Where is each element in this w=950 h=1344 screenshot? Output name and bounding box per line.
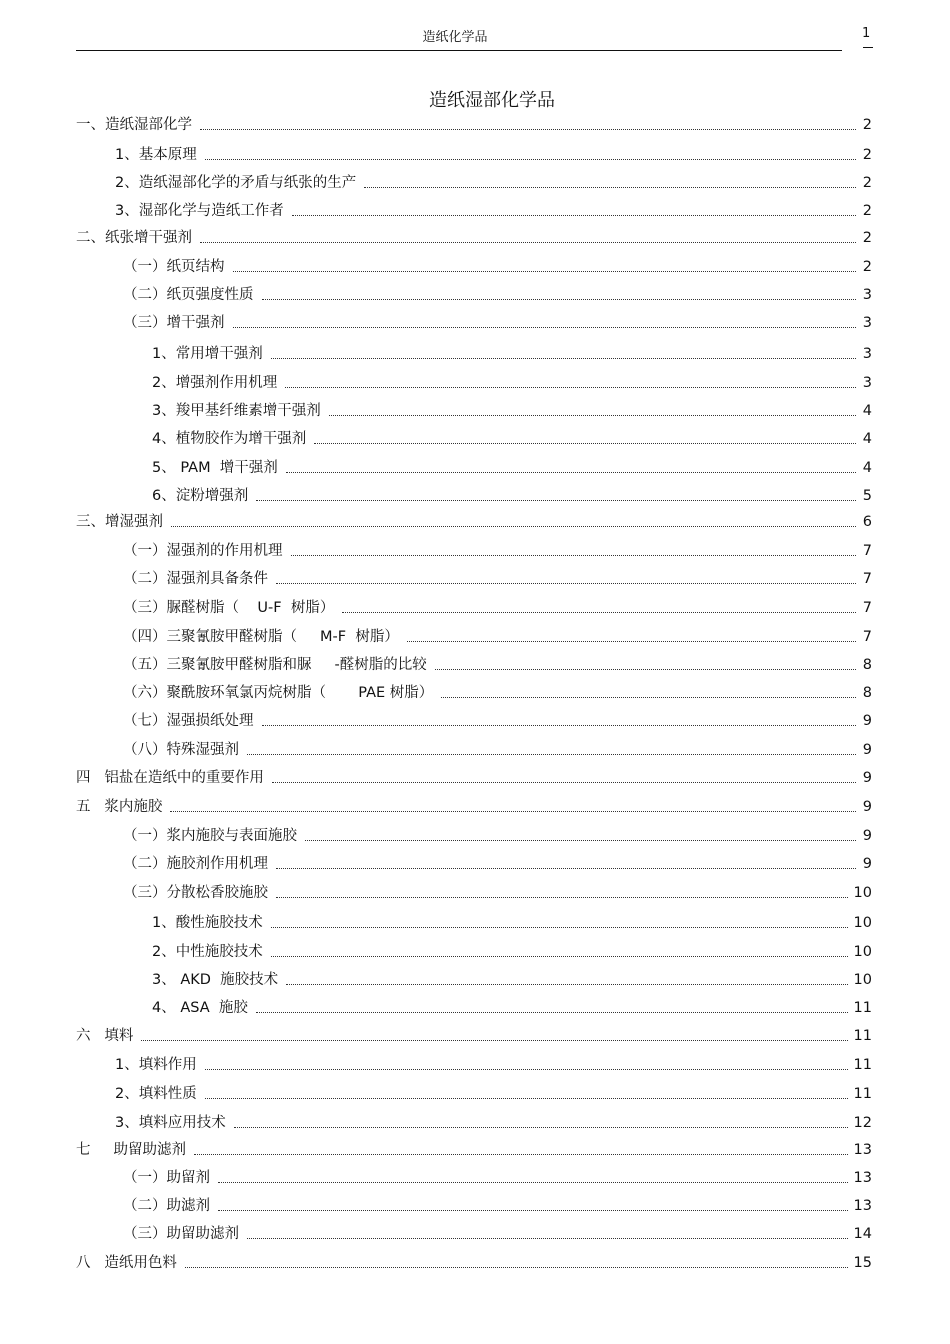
- toc-entry-page: 14: [853, 1226, 872, 1242]
- toc-entry-text: （一）助留剂: [123, 1170, 210, 1186]
- toc-entry-page: 9: [862, 742, 872, 758]
- toc-entry-text: 七 助留助滤剂: [76, 1142, 187, 1158]
- toc-entry[interactable]: [152, 486, 872, 506]
- toc-entry-page: 9: [862, 828, 872, 844]
- toc-entry[interactable]: [123, 627, 872, 647]
- toc-entry-text: （一）纸页结构: [123, 259, 225, 275]
- toc-dot-leader: [286, 472, 856, 473]
- toc-dot-leader: [262, 299, 857, 300]
- toc-entry[interactable]: [123, 257, 872, 277]
- toc-entry-text: 3、湿部化学与造纸工作者: [115, 203, 284, 219]
- toc-entry[interactable]: [123, 683, 872, 703]
- toc-dot-leader: [233, 327, 857, 328]
- toc-entry-text: （二）纸页强度性质: [123, 287, 254, 303]
- toc-entry-text: 4、植物胶作为增干强剂: [152, 431, 307, 447]
- toc-dot-leader: [407, 641, 856, 642]
- toc-entry[interactable]: [152, 458, 872, 478]
- toc-entry-page: 9: [862, 856, 872, 872]
- toc-entry[interactable]: [115, 1084, 872, 1104]
- toc-entry-page: 3: [862, 287, 872, 303]
- toc-entry[interactable]: [123, 285, 872, 305]
- toc-entry-text: （三）助留助滤剂: [123, 1226, 239, 1242]
- toc-entry-text: 三、增湿强剂: [76, 514, 163, 530]
- toc-entry-page: 11: [853, 1057, 872, 1073]
- toc-entry-page: 4: [862, 460, 872, 476]
- toc-dot-leader: [205, 1098, 848, 1099]
- toc-dot-leader: [285, 387, 856, 388]
- toc-entry-text: 1、填料作用: [115, 1057, 197, 1073]
- toc-entry-page: 2: [862, 203, 872, 219]
- page-number: 1: [862, 26, 871, 41]
- toc-entry-text: 1、常用增干强剂: [152, 346, 263, 362]
- toc-dot-leader: [305, 840, 856, 841]
- toc-entry-text: （三）增干强剂: [123, 315, 225, 331]
- toc-dot-leader: [291, 555, 857, 556]
- toc-entry-page: 7: [862, 600, 872, 616]
- toc-entry-page: 3: [862, 346, 872, 362]
- toc-dot-leader: [205, 1069, 848, 1070]
- toc-entry-text: 2、造纸湿部化学的矛盾与纸张的生产: [115, 175, 357, 191]
- toc-entry[interactable]: [115, 1055, 872, 1075]
- toc-entry[interactable]: [123, 740, 872, 760]
- toc-entry[interactable]: [152, 344, 872, 364]
- toc-entry[interactable]: [76, 1140, 872, 1160]
- toc-entry[interactable]: [115, 145, 872, 165]
- toc-entry-page: 10: [853, 972, 872, 988]
- toc-dot-leader: [234, 1127, 848, 1128]
- toc-entry-text: （二）施胶剂作用机理: [123, 856, 268, 872]
- toc-entry[interactable]: [123, 854, 872, 874]
- toc-entry-text: 3、羧甲基纤维素增干强剂: [152, 403, 321, 419]
- toc-dot-leader: [256, 1012, 848, 1013]
- toc-dot-leader: [247, 754, 856, 755]
- toc-entry-page: 2: [862, 259, 872, 275]
- toc-entry-text: 1、基本原理: [115, 147, 197, 163]
- toc-entry[interactable]: [152, 429, 872, 449]
- toc-entry-page: 7: [862, 543, 872, 559]
- toc-entry[interactable]: [76, 797, 872, 817]
- toc-dot-leader: [435, 669, 856, 670]
- toc-entry-page: 15: [853, 1255, 872, 1271]
- toc-entry-text: 5、 PAM 增干强剂: [152, 460, 278, 476]
- toc-entry-page: 13: [853, 1142, 872, 1158]
- toc-entry[interactable]: [123, 598, 872, 618]
- toc-entry-text: （四）三聚氰胺甲醛树脂（ M-F 树脂）: [123, 629, 399, 645]
- toc-entry-text: 五 浆内施胶: [76, 799, 163, 815]
- toc-dot-leader: [200, 129, 856, 130]
- toc-entry[interactable]: [123, 883, 872, 903]
- toc-entry[interactable]: [76, 768, 872, 788]
- toc-entry-text: 六 填料: [76, 1028, 134, 1044]
- toc-entry-text: 6、淀粉增强剂: [152, 488, 249, 504]
- toc-entry-text: （五）三聚氰胺甲醛树脂和脲 -醛树脂的比较: [123, 657, 427, 673]
- toc-entry[interactable]: [123, 1224, 872, 1244]
- running-header-title: 造纸化学品: [422, 30, 488, 45]
- toc-dot-leader: [247, 1238, 848, 1239]
- document-title: 造纸湿部化学品: [429, 90, 555, 111]
- toc-entry[interactable]: [115, 173, 872, 193]
- toc-entry[interactable]: [123, 1196, 872, 1216]
- toc-dot-leader: [271, 956, 848, 957]
- toc-entry-page: 10: [853, 885, 872, 901]
- toc-entry-page: 6: [862, 514, 872, 530]
- toc-dot-leader: [271, 927, 848, 928]
- toc-entry-page: 10: [853, 944, 872, 960]
- toc-entry-text: （二）助滤剂: [123, 1198, 210, 1214]
- toc-entry-page: 2: [862, 175, 872, 191]
- toc-dot-leader: [292, 215, 856, 216]
- toc-entry[interactable]: [123, 541, 872, 561]
- toc-entry-page: 11: [853, 1028, 872, 1044]
- toc-entry-text: （八）特殊湿强剂: [123, 742, 239, 758]
- toc-dot-leader: [256, 500, 856, 501]
- toc-entry-page: 2: [862, 117, 872, 133]
- toc-dot-leader: [205, 159, 856, 160]
- toc-entry[interactable]: [115, 201, 872, 221]
- toc-entry-text: 八 造纸用色料: [76, 1255, 177, 1271]
- toc-entry-page: 5: [862, 488, 872, 504]
- toc-entry-page: 7: [862, 629, 872, 645]
- toc-dot-leader: [194, 1154, 848, 1155]
- toc-dot-leader: [329, 415, 856, 416]
- toc-entry-page: 9: [862, 799, 872, 815]
- toc-entry-text: 3、 AKD 施胶技术: [152, 972, 279, 988]
- toc-dot-leader: [314, 443, 856, 444]
- toc-entry-page: 11: [853, 1086, 872, 1102]
- toc-entry[interactable]: [152, 913, 872, 933]
- toc-entry-text: 3、填料应用技术: [115, 1115, 226, 1131]
- toc-entry-page: 4: [862, 403, 872, 419]
- toc-entry-text: （七）湿强损纸处理: [123, 713, 254, 729]
- toc-entry[interactable]: [152, 401, 872, 421]
- toc-dot-leader: [171, 526, 856, 527]
- toc-entry-text: （二）湿强剂具备条件: [123, 571, 268, 587]
- toc-dot-leader: [364, 187, 856, 188]
- toc-entry-text: （一）湿强剂的作用机理: [123, 543, 283, 559]
- toc-entry-text: 二、纸张增干强剂: [76, 230, 192, 246]
- toc-entry[interactable]: [76, 228, 872, 248]
- toc-entry-page: 13: [853, 1198, 872, 1214]
- toc-entry-page: 9: [862, 770, 872, 786]
- toc-dot-leader: [200, 242, 856, 243]
- toc-entry-text: （一）浆内施胶与表面施胶: [123, 828, 297, 844]
- toc-dot-leader: [218, 1182, 848, 1183]
- toc-dot-leader: [271, 358, 856, 359]
- toc-entry-page: 9: [862, 713, 872, 729]
- toc-entry[interactable]: [152, 373, 872, 393]
- toc-entry-page: 2: [862, 230, 872, 246]
- toc-entry[interactable]: [115, 1113, 872, 1133]
- toc-entry-text: 四 铝盐在造纸中的重要作用: [76, 770, 264, 786]
- toc-entry[interactable]: [123, 569, 872, 589]
- toc-entry[interactable]: [76, 512, 872, 532]
- page-number-underline: [863, 47, 873, 48]
- toc-entry[interactable]: [152, 970, 872, 990]
- toc-entry-page: 12: [853, 1115, 872, 1131]
- toc-entry[interactable]: [76, 1026, 872, 1046]
- toc-entry-text: 2、增强剂作用机理: [152, 375, 278, 391]
- toc-entry[interactable]: [123, 1168, 872, 1188]
- toc-dot-leader: [272, 782, 856, 783]
- toc-dot-leader: [218, 1210, 848, 1211]
- toc-entry-text: 2、中性施胶技术: [152, 944, 263, 960]
- toc-dot-leader: [233, 271, 857, 272]
- toc-entry-page: 10: [853, 915, 872, 931]
- toc-dot-leader: [276, 583, 856, 584]
- toc-entry-text: （三）分散松香胶施胶: [123, 885, 268, 901]
- toc-entry-text: （六）聚酰胺环氧氯丙烷树脂（ PAE 树脂）: [123, 685, 434, 701]
- toc-entry-page: 2: [862, 147, 872, 163]
- toc-entry-text: （三）脲醛树脂（ U-F 树脂）: [123, 600, 335, 616]
- toc-dot-leader: [342, 612, 856, 613]
- toc-entry-page: 3: [862, 375, 872, 391]
- header-divider: [76, 50, 842, 51]
- toc-entry-page: 8: [862, 685, 872, 701]
- toc-entry-text: 4、 ASA 施胶: [152, 1000, 248, 1016]
- toc-entry-text: 1、酸性施胶技术: [152, 915, 263, 931]
- toc-entry-text: 一、造纸湿部化学: [76, 117, 192, 133]
- toc-entry-page: 4: [862, 431, 872, 447]
- toc-entry-page: 8: [862, 657, 872, 673]
- toc-entry-page: 3: [862, 315, 872, 331]
- toc-dot-leader: [276, 868, 856, 869]
- toc-entry-page: 13: [853, 1170, 872, 1186]
- toc-entry[interactable]: [123, 655, 872, 675]
- toc-entry[interactable]: [76, 1253, 872, 1273]
- toc-entry-text: 2、填料性质: [115, 1086, 197, 1102]
- toc-entry[interactable]: [123, 826, 872, 846]
- toc-dot-leader: [170, 811, 856, 812]
- toc-entry[interactable]: [123, 313, 872, 333]
- toc-dot-leader: [141, 1040, 847, 1041]
- toc-entry[interactable]: [152, 942, 872, 962]
- toc-dot-leader: [441, 697, 856, 698]
- toc-dot-leader: [185, 1267, 848, 1268]
- toc-entry-page: 7: [862, 571, 872, 587]
- toc-dot-leader: [262, 725, 857, 726]
- toc-entry[interactable]: [152, 998, 872, 1018]
- toc-entry[interactable]: [123, 711, 872, 731]
- toc-entry[interactable]: [76, 115, 872, 135]
- toc-entry-page: 11: [853, 1000, 872, 1016]
- toc-dot-leader: [286, 984, 847, 985]
- toc-dot-leader: [276, 897, 848, 898]
